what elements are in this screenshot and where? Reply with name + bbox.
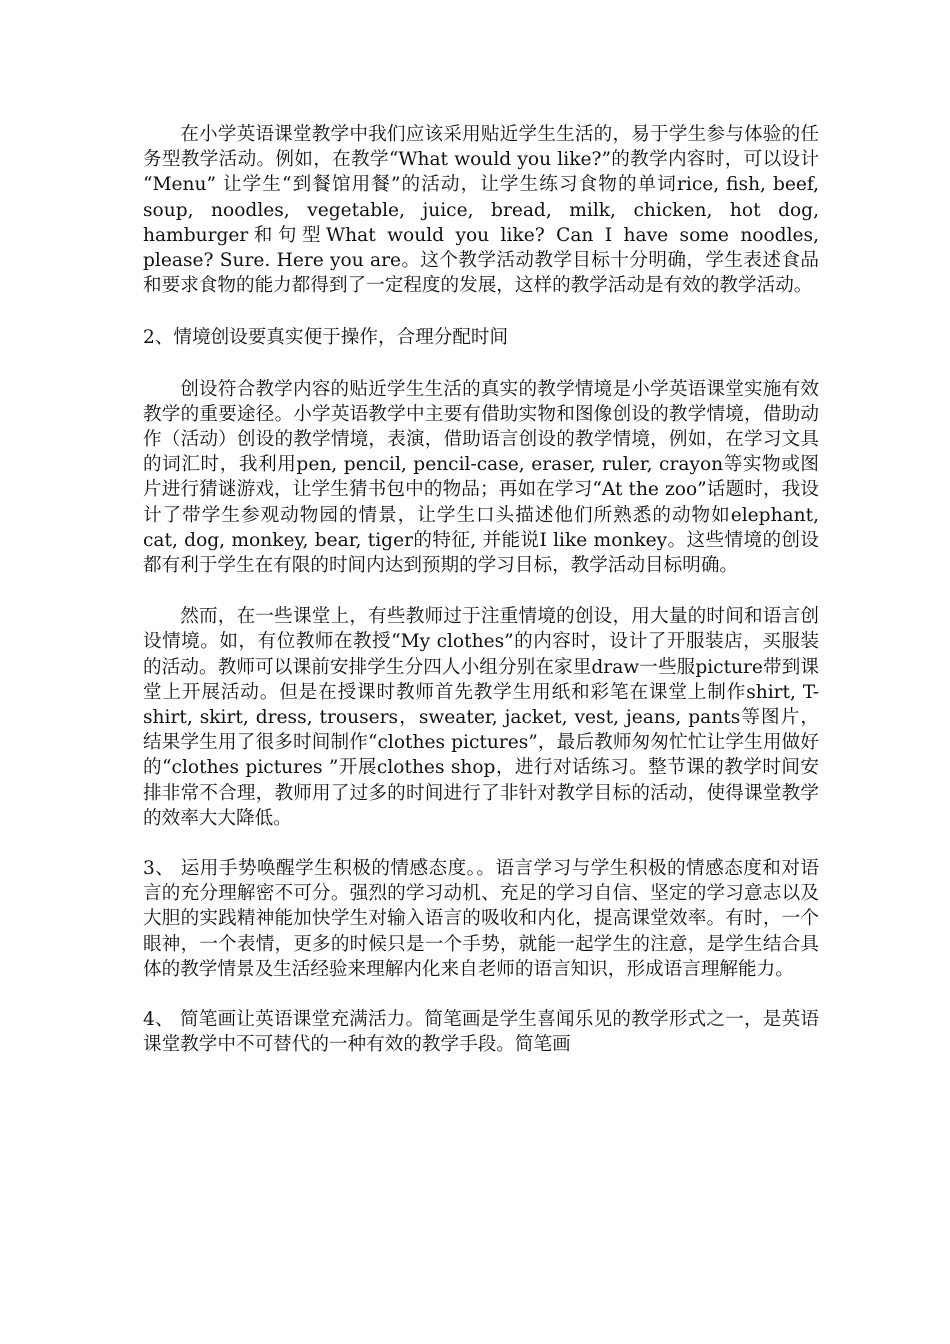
paragraph-task-based-activities: 在小学英语课堂教学中我们应该采用贴近学生生活的，易于学生参与体验的任务型教学活动。例如，在教学“What would you like?”的教学内容时，可以设计 “Menu” 让学生“到餐馆用餐”的活动，让学生练习食物的单词rice, fish, beef, soup, noodles, vegetable, juice, bread, milk, chicken, hot dog, hamburger和句型What would you like? Can I have some noodles, please? Sure. Here you are。这个教学活动教学目标十分明确，学生表述食品和要求食物的能力都得到了一定程度的发展，这样的教学活动是有效的教学活动。: [143, 124, 819, 297]
document-body: [143, 122, 819, 1058]
paragraph-stick-drawings: 4、 简笔画让英语课堂充满活力。简笔画是学生喜闻乐见的教学形式之一，是英语课堂教学中不可替代的一种有效的教学手段。简笔画: [143, 1009, 819, 1056]
paragraph-gestures: 3、 运用手势唤醒学生积极的情感态度。。语言学习与学生积极的情感态度和对语言的充分理解密不可分。强烈的学习动机、充足的学习自信、坚定的学习意志以及大胆的实践精神能加快学生对输入语言的吸收和内化，提高课堂效率。有时，一个眼神，一个表情，更多的时候只是一个手势，就能一起学生的注意，是学生结合具体的教学情景及生活经验来理解内化来自老师的语言知识，形成语言理解能力。: [143, 858, 819, 980]
section-heading-2: 2、情境创设要真实便于操作，合理分配时间: [143, 327, 509, 349]
paragraph-time-allocation: 然而，在一些课堂上，有些教师过于注重情境的创设，用大量的时间和语言创设情境。如，有位教师在教授“My clothes”的内容时，设计了开服装店，买服装的活动。教师可以课前安排学生分四人小组分别在家里draw一些服picture带到课堂上开展活动。但是在授课时教师首先教学生用纸和彩笔在课堂上制作shirt, T-shirt, skirt, dress, trousers，sweater, jacket, vest, jeans, pants等图片，结果学生用了很多时间制作“clothes pictures”，最后教师匆匆忙忙让学生用做好的“clothes pictures ”开展clothes shop，进行对话练习。整节课的教学时间安排非常不合理，教师用了过多的时间进行了非针对教学目标的活动，使得课堂教学的效率大大降低。: [143, 606, 819, 829]
paragraph-real-situations: 创设符合教学内容的贴近学生生活的真实的教学情境是小学英语课堂实施有效教学的重要途径。小学英语教学中主要有借助实物和图像创设的教学情境，借助动作（活动）创设的教学情境，表演，借助语言创设的教学情境，例如，在学习文具的词汇时，我利用pen, pencil, pencil-case, eraser, ruler, crayon等实物或图片进行猜谜游戏，让学生猜书包中的物品；再如在学习“At the zoo”话题时，我设计了带学生参观动物园的情景，让学生口头描述他们所熟悉的动物如elephant, cat, dog, monkey, bear, tiger的特征, 并能说I like monkey。这些情境的创设都有利于学生在有限的时间内达到预期的学习目标，教学活动目标明确。: [143, 378, 819, 577]
